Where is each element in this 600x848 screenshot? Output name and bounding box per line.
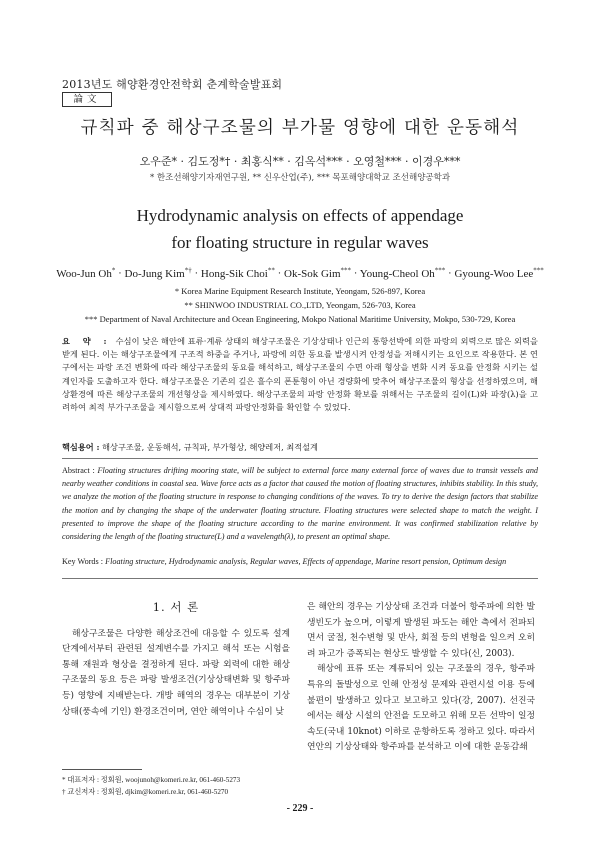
english-keywords-text: Floating structure, Hydrodynamic analysis, Regular waves, Effects of appendage, Marine resort pension, Optimum design [105,557,507,566]
english-title [0,202,600,256]
author: Young-Cheol Oh*** [359,266,446,280]
page-number: - 229 - [286,803,314,814]
korean-keywords [62,442,538,453]
body-right-column [307,600,535,756]
body-left-column [62,600,290,720]
english-title-line2: for floating structure in regular waves [171,233,429,252]
korean-abstract [62,335,538,414]
english-authors: Woo-Jun Oh* · Do-Jung Kim*† · Hong-Sik Choi** · Ok-Sok Gim*** · Young-Cheol Oh*** · Gyoung-Woo Lee*** [56,266,544,280]
section-heading: 1. 서 론 [152,600,200,614]
footnote-divider [62,769,142,770]
paragraph: 해상구조물은 다양한 해상조건에 대응할 수 있도록 설계단계에서부터 관련된 설계변수를 가지고 해석 또는 시험을 통해 재원과 형상을 결정하게 된다. 파랑 외력에 대한 해상구조물의 동요 등은 파랑 발생조건(기상상태변화 및 항주파등) 영향에 지배받는다. 개방 해역의 경우는 대부분이 기상상태(풍속에 기인) 환경조건이며, 연안 해역이나 수심이 낮 [62,628,290,717]
author: Hong-Sik Choi** [200,266,275,280]
english-keywords-label: Key Words : [62,557,104,566]
paragraph: 해상에 표류 또는 계류되어 있는 구조물의 경우, 항주파 특유의 돌발성으로 인해 안정성 문제와 관련시설 이용 등에 불편이 발생하고 있다고 보고하고 있다(강, 2007). 선진국에서는 해상 시설의 안전을 도모하고 위해 모든 선박이 일정속도(국내 10knot) 이하로 운항하도록 정하고 있다. 따라서 연안의 기상상태와 항주파를 분석하고 이에 대한 운동감쇄 [307,664,535,753]
korean-affiliations: * 한조선해양기자재연구원, ** 신우산업(주), *** 목포해양대학교 조선해양공학과 [149,173,451,183]
korean-keywords-text: 해상구조물, 운동해석, 규칙파, 부가형상, 해양레저, 최적설계 [102,442,318,452]
author: Ok-Sok Gim*** [284,266,352,280]
english-abstract [62,464,538,543]
english-affiliation-1: * Korea Marine Equipment Research Institute, Yeongam, 526-897, Korea [174,286,426,296]
conference-name: 2013년도 해양환경안전학회 춘계학술발표회 [62,78,283,91]
english-affiliation-2: ** SHINWOO INDUSTRIAL CO.,LTD, Yeongam, 526-703, Korea [184,300,416,310]
keywords-divider [62,578,538,579]
footnote-corresponding: * 대표저자 : 정회원, woojunoh@komeri.re.kr, 061-460-5273 [62,776,241,784]
paper-type-tag: 論文 [62,92,112,107]
footnote-author: † 교신저자 : 정회원, djkim@komeri.re.kr, 061-460-5270 [62,788,229,796]
english-abstract-text: Floating structures drifting mooring state, will be subject to external force many external force of waves due to transit vessels and nearby weather conditions in coastal sea. Wave force acts as a factor that caused the motion of floating structures, inhibits stability. In this study, we analyze the motion of the floating structure in response to changing conditions of the waves. To try to derive the design factors that stabilize the motion and by changing the shape of the underwater floating structure. Floating structures were selected shape to match the weight. I presented to improve the shape of the floating structure according to the marine environment. It was confirmed stabilization relative by considering the length of the floating structure(L) and a wavelength(λ), to present an optimal shape. [62,466,539,542]
author: Gyoung-Woo Lee*** [454,266,544,280]
korean-abstract-label: 요 약 : [62,336,112,346]
paragraph: 은 해안의 경우는 기상상태 조건과 더불어 항주파에 의한 발생빈도가 높으며, 이렇게 발생된 파도는 해안 측에서 전파되면서 굴절, 천수변형 및 반사, 회절 등의 변형을 일으켜 오히려 파고가 증폭되는 현상도 발생할 수 있다(신, 2003). [307,602,535,659]
abstract-divider [62,458,538,459]
author: Do-Jung Kim*† [124,266,192,280]
english-abstract-label: Abstract : [62,466,95,475]
korean-authors: 오우준* · 김도정*† · 최홍식** · 김옥석*** · 오영철*** · 이경우*** [139,155,461,168]
korean-title: 규칙파 중 해상구조물의 부가물 영향에 대한 운동해석 [80,118,520,138]
english-affiliation-3: *** Department of Naval Architecture and Ocean Engineering, Mokpo National Maritime University, Mokpo, 530-729, Korea [84,314,516,324]
english-keywords [62,557,538,566]
author: Woo-Jun Oh* [56,266,116,280]
korean-abstract-text: 수심이 낮은 해안에 표류·계류 상태의 해상구조물은 기상상태나 인근의 통항선박에 의한 파랑의 외력으로 많은 외력을 받게 된다. 이는 해상구조물에게 구조적 하중을 주거나, 파랑에 의한 동요를 발생시켜 안정성을 저해시키는 요인으로 작용한다. 본 연구에서는 파랑 조건 변화에 따라 해상구조물의 동요를 해석하고, 해상구조물의 수면 아래 형상을 변화 시켜 동요를 안정화 시키는 설계인자를 도출하고자 한다. 해상구조물은 기존의 깊은 흘수의 폰툰형이 아닌 경량화에 맞추어 해상구조물의 형상을 선정하였으며, 해상환경에 따른 해상구조물의 개선형상을 제시하였다. 해상구조물의 파랑 안정화 확보를 위해서는 구조물의 길이(L)와 파장(λ)을 고려하여 최적 부가구조물을 제시함으로써 상대적 파랑안정화를 확인할 수 있었다. [62,336,539,413]
korean-keywords-label: 핵심용어 : [62,442,100,452]
english-title-line1: Hydrodynamic analysis on effects of appendage [136,206,464,225]
